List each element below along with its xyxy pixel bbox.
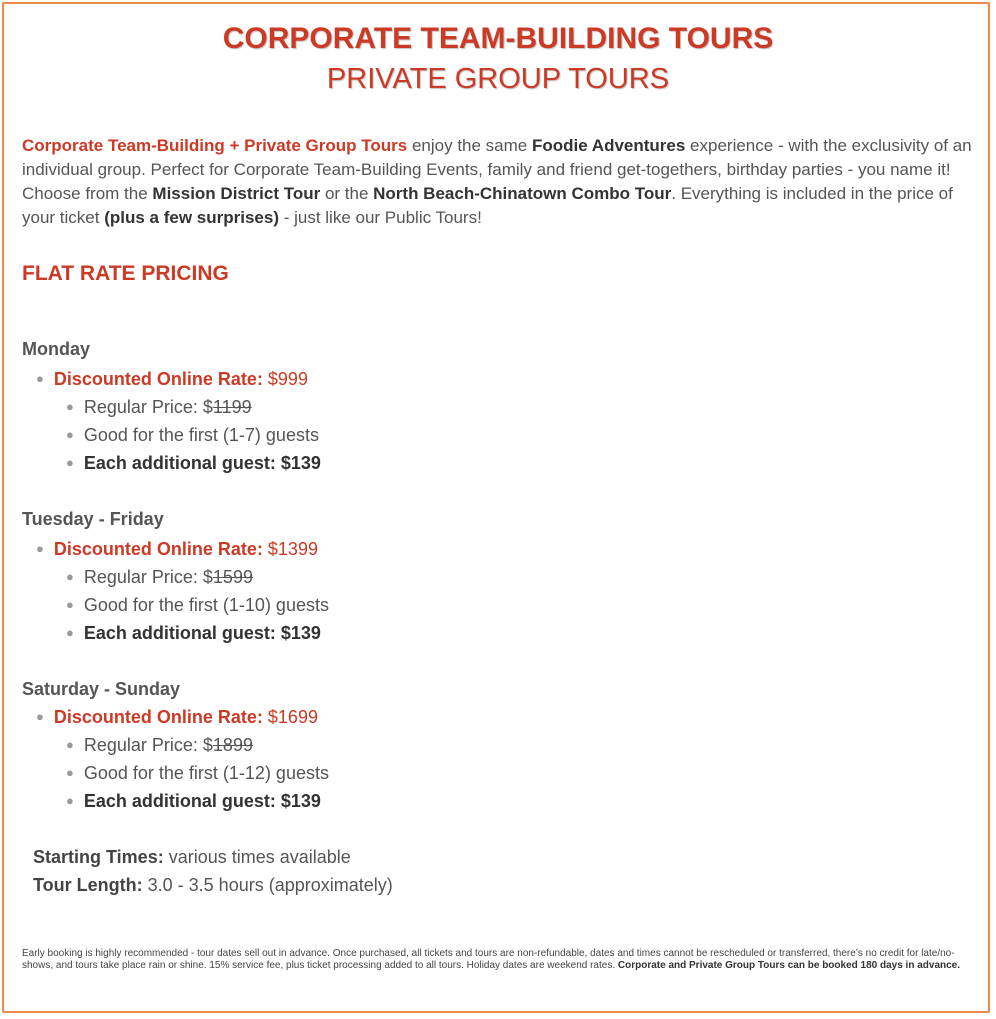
bullet-icon: ● (66, 399, 74, 414)
online-rate-price: $1699 (267, 707, 318, 727)
intro-tour-north-beach: North Beach-Chinatown Combo Tour (373, 184, 672, 203)
additional-guest-text: Each additional guest: $139 (83, 791, 321, 811)
fine-print (22, 948, 972, 972)
intro-text-3: or the (320, 184, 374, 203)
additional-guest-saturday-sunday (66, 791, 321, 812)
intro-text-5: - just like our Public Tours! (278, 208, 482, 227)
additional-guest-monday (66, 453, 321, 474)
online-rate-monday (36, 369, 308, 390)
online-rate-saturday-sunday (36, 707, 318, 728)
tour-length (33, 875, 393, 896)
page-subtitle: PRIVATE GROUP TOURS (326, 63, 670, 95)
bullet-icon: ● (36, 541, 44, 556)
guest-count-monday (66, 425, 319, 446)
day-heading-saturday-sunday: Saturday - Sunday (22, 679, 181, 699)
starting-times-label: Starting Times: (33, 847, 164, 867)
bullet-icon: ● (66, 597, 74, 612)
regular-price-monday (66, 397, 252, 418)
guest-count-saturday-sunday (66, 763, 329, 784)
tour-length-value: 3.0 - 3.5 hours (approximately) (142, 875, 393, 895)
additional-guest-tuesday-friday (66, 623, 321, 644)
intro-lead: Corporate Team-Building + Private Group Tours (22, 136, 408, 155)
intro-text-4: . Everything is included in the price of your ticket (22, 184, 953, 227)
online-rate-tuesday-friday (36, 539, 318, 560)
tour-length-label: Tour Length: (33, 875, 143, 895)
regular-price-label: Regular Price: $ (83, 735, 213, 755)
intro-brand: Foodie Adventures (531, 136, 686, 155)
additional-guest-text: Each additional guest: $139 (83, 623, 321, 643)
bullet-icon: ● (66, 427, 74, 442)
regular-price-value: 1199 (212, 397, 252, 417)
regular-price-label: Regular Price: $ (83, 397, 213, 417)
guest-count-text: Good for the first (1-10) guests (83, 595, 329, 615)
regular-price-value: 1899 (212, 735, 253, 755)
additional-guest-text: Each additional guest: $139 (83, 453, 321, 473)
intro-surprise: (plus a few surprises) (104, 208, 279, 227)
day-heading-tuesday-friday: Tuesday - Friday (22, 509, 164, 529)
intro-paragraph (22, 134, 972, 230)
bullet-icon: ● (66, 737, 74, 752)
regular-price-tuesday-friday (66, 567, 253, 588)
regular-price-saturday-sunday (66, 735, 253, 756)
guest-count-text: Good for the first (1-7) guests (83, 425, 319, 445)
online-rate-price: $999 (267, 369, 308, 389)
bullet-icon: ● (66, 455, 74, 470)
online-rate-label: Discounted Online Rate: (53, 707, 263, 727)
bullet-icon: ● (36, 371, 44, 386)
online-rate-label: Discounted Online Rate: (53, 369, 263, 389)
guest-count-tuesday-friday (66, 595, 329, 616)
day-heading-monday: Monday (22, 339, 91, 359)
online-rate-label: Discounted Online Rate: (53, 539, 263, 559)
bullet-icon: ● (66, 765, 74, 780)
fine-print-bold: Corporate and Private Group Tours can be booked 180 days in advance. (617, 960, 961, 971)
starting-times-value: various times available (163, 847, 351, 867)
bullet-icon: ● (66, 625, 74, 640)
online-rate-price: $1399 (267, 539, 318, 559)
regular-price-label: Regular Price: $ (83, 567, 213, 587)
fine-print-text: Early booking is highly recommended - tour dates sell out in advance. Once purchased, all tickets and tours are non-refundable, dates and times cannot be rescheduled or transferred, there’s no credit for late/no-shows, and tours take place rain or shine. 15% service fee, plus ticket processing added to all tours. Holiday dates are weekend rates. (22, 948, 955, 971)
page-title: CORPORATE TEAM-BUILDING TOURS (222, 22, 774, 55)
pricing-heading: FLAT RATE PRICING (22, 262, 229, 285)
bullet-icon: ● (36, 709, 44, 724)
bullet-icon: ● (66, 793, 74, 808)
intro-text-1: enjoy the same (407, 136, 532, 155)
bullet-icon: ● (66, 569, 74, 584)
starting-times (33, 847, 351, 868)
intro-text-2: experience - with the exclusivity of an individual group. Perfect for Corporate Team-Building Events, family and friend get-togethers, birthday parties - you name it! Choose from the (22, 136, 972, 203)
intro-tour-mission: Mission District Tour (152, 184, 321, 203)
regular-price-value: 1599 (212, 567, 253, 587)
guest-count-text: Good for the first (1-12) guests (83, 763, 329, 783)
